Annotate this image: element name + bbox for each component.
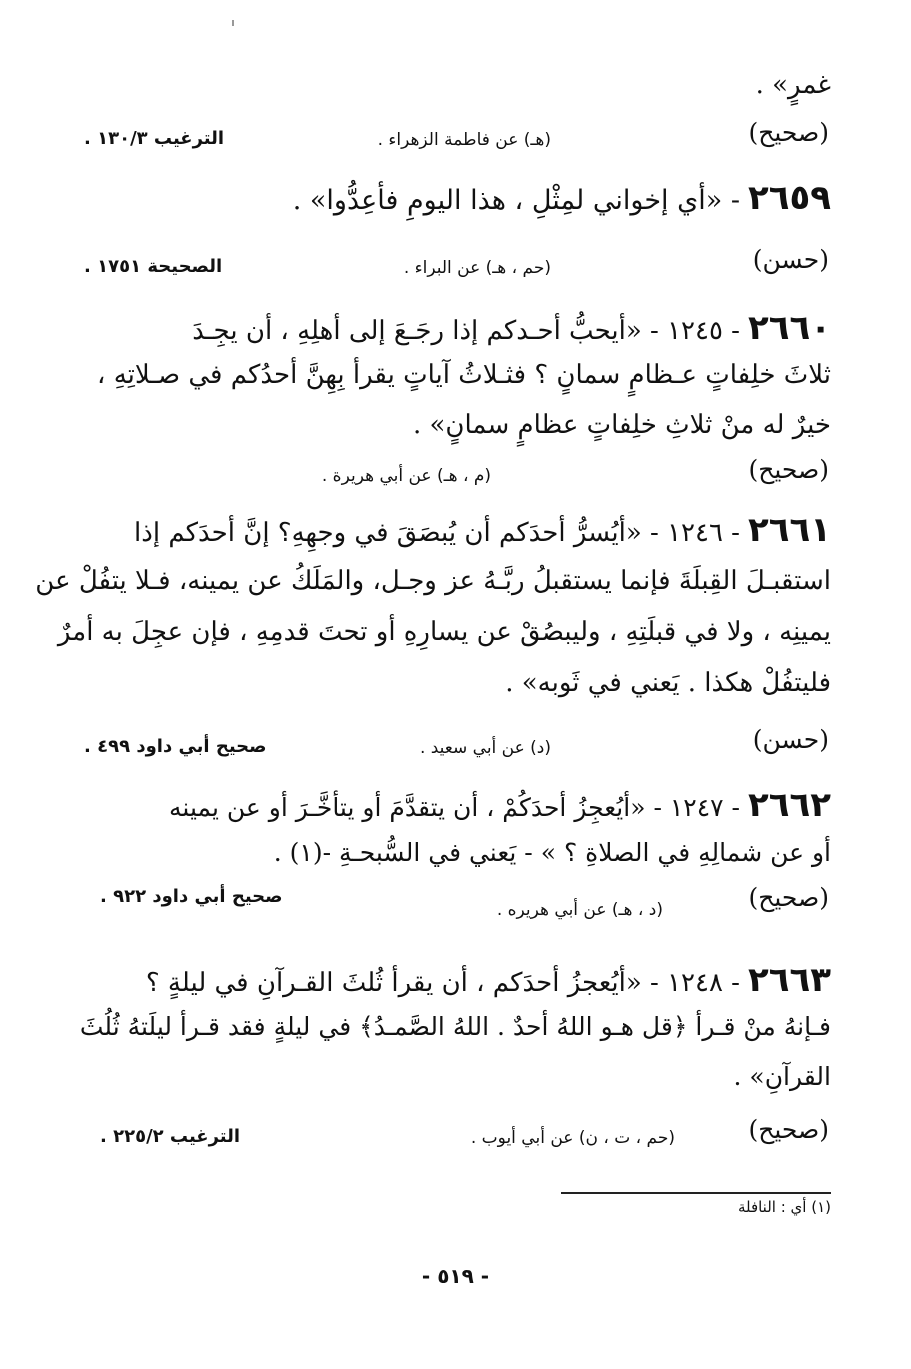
hadith-line: - ١٢٤٥ - «أيحبُّ أحـدكم إذا رجَـعَ إلى أهلِهِ ، أن يجِـدَ [192,316,740,346]
hadith-text: - «أي إخواني لمِثْلِ ، هذا اليومِ فأعِدُّوا» . [292,185,740,216]
grade-label: (صحيح) [748,1115,829,1144]
hadith-line: - ١٢٤٨ - «أيُعجزُ أحدَكم ، أن يقرأ ثُلثَ القـرآنِ في ليلةٍ ؟ [145,968,740,998]
hadith-line: أو عن شمالِهِ في الصلاةِ ؟ » - يَعني في السُّبحـةِ -(١) . [273,838,831,867]
hadith-number: ٢٦٦٢ [747,785,831,825]
source-citation: (حم ، ت ، ن) عن أبي أيوب . [470,1128,675,1148]
grade-label: (صحيح) [748,118,829,147]
source-citation: (د) عن أبي سعيد . [419,738,551,758]
grade-label: (صحيح) [748,455,829,484]
hadith-line: فليتفُلْ هكذا . يَعني في ثَوبه» . [505,668,831,698]
source-citation: (م ، هـ) عن أبي هريرة . [321,466,491,486]
hadith-2660 [192,308,831,348]
reference-citation: الترغيب ١٣٠/٣ . [84,128,225,149]
top-fragment: غمرٍ» . [755,70,831,100]
reference-citation: الترغيب ٢٢٥/٢ . [100,1126,241,1147]
grade-label: (صحيح) [748,883,829,912]
scan-mark [232,20,234,26]
grade-label: (حسن) [752,725,829,754]
source-citation: (حم ، هـ) عن البراء . [403,258,551,278]
source-citation: (د ، هـ) عن أبي هريره . [496,900,663,920]
footnote: (١) أي : النافلة [737,1198,831,1216]
hadith-number: ٢٦٦١ [747,510,831,550]
hadith-2661 [134,510,831,550]
footnote-rule [561,1192,831,1194]
hadith-line: ثلاثَ خلِفاتٍ عـظامٍ سمانٍ ؟ فثـلاثُ آياتٍ يقرأ بِهِنَّ أحدُكم في صـلاتِهِ ، [97,360,831,390]
hadith-line: يمينِه ، ولا في قبلَتِهِ ، وليبصُقْ عن يسارِهِ أو تحتَ قدمِهِ ، فإن عجِلَ به أمرٌ [57,617,831,647]
reference-citation: صحيح أبي داود ٩٢٢ . [100,886,283,907]
reference-citation: الصحيحة ١٧٥١ . [84,256,223,277]
hadith-line: - ١٢٤٧ - «أيُعجِزُ أحدَكُمْ ، أن يتقدَّمَ أو يتأخَّـرَ أو عن يمينه [169,793,740,822]
hadith-2662 [169,785,831,825]
hadith-number: ٢٦٥٩ [747,178,831,218]
source-citation: (هـ) عن فاطمة الزهراء . [377,130,551,150]
hadith-line: فـإنهُ منْ قـرأ ﴿قل هـو اللهُ أحدٌ . اللهُ الصَّمـدُ﴾ في ليلةٍ فقد قـرأ ليلَتهُ ثُلُثَ [79,1012,831,1041]
hadith-line: القرآنِ» . [733,1062,831,1091]
hadith-line: خيرٌ له منْ ثلاثِ خلِفاتٍ عظامٍ سمانٍ» . [412,410,831,440]
hadith-2663 [146,960,831,1000]
hadith-line: استقبـلَ القِبلَةَ فإنما يستقبلُ ربَّـهُ عز وجـل، والمَلَكُ عن يمينه، فـلا يتفُلْ عن [35,566,831,596]
hadith-number: ٢٦٦٣ [747,960,831,1000]
hadith-2659 [293,178,831,218]
hadith-number: ٢٦٦٠ [747,308,831,348]
page-number: - ٥١٩ - [421,1264,490,1288]
hadith-line: - ١٢٤٦ - «أيُسرُّ أحدَكم أن يُبصَقَ في وجهِهِ؟ إنَّ أحدَكم إذا [134,518,740,548]
grade-label: (حسن) [752,245,829,274]
reference-citation: صحيح أبي داود ٤٩٩ . [84,736,267,757]
